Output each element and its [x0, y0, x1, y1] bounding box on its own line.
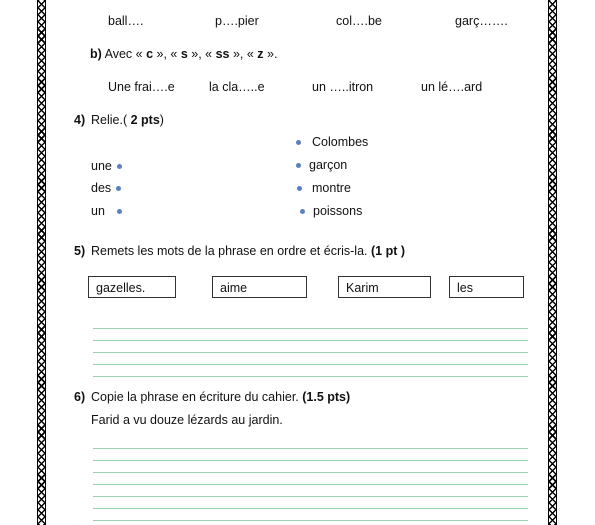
- match-dot-left-1[interactable]: [117, 164, 122, 169]
- fill-word-1: ball….: [108, 14, 144, 28]
- q5-number: 5): [74, 244, 86, 258]
- match-right-1: Colombes: [312, 135, 369, 149]
- match-dot-right-4[interactable]: [300, 209, 305, 214]
- writing-line[interactable]: [93, 508, 528, 509]
- word-box-4: les: [449, 276, 524, 298]
- q4-text: Relie.(: [91, 113, 131, 127]
- match-right-4: poissons: [313, 204, 363, 218]
- writing-line[interactable]: [93, 460, 528, 461]
- q5-text: Remets les mots de la phrase en ordre et écris-la.: [91, 244, 371, 258]
- sep: », «: [187, 47, 216, 61]
- writing-line[interactable]: [93, 364, 528, 365]
- writing-line[interactable]: [93, 340, 528, 341]
- fill-word-2: p….pier: [215, 14, 259, 28]
- sep: ».: [263, 47, 278, 61]
- q4-close: ): [159, 113, 164, 127]
- word-box-2: aime: [212, 276, 307, 298]
- q6-sentence: Farid a vu douze lézards au jardin.: [91, 413, 283, 427]
- writing-line[interactable]: [93, 328, 528, 329]
- match-dot-right-3[interactable]: [297, 186, 302, 191]
- letter-ss: ss: [215, 47, 230, 61]
- match-left-3: un: [91, 204, 105, 218]
- writing-line[interactable]: [93, 376, 528, 377]
- q6-instruction: [91, 390, 350, 404]
- part-b-instruction: [90, 47, 277, 61]
- q5-points: (1 pt ): [370, 244, 406, 258]
- q4-number: 4): [74, 113, 86, 127]
- writing-line[interactable]: [93, 352, 528, 353]
- word-box-1: gazelles.: [88, 276, 176, 298]
- fill-word-6: la cla…..e: [209, 80, 265, 94]
- match-dot-left-3[interactable]: [117, 209, 122, 214]
- left-decorative-border: [37, 0, 46, 525]
- q6-number: 6): [74, 390, 86, 404]
- letter-z: z: [257, 47, 264, 61]
- fill-word-4: garç…….: [455, 14, 508, 28]
- match-left-2: des: [91, 181, 112, 195]
- match-dot-right-1[interactable]: [296, 140, 301, 145]
- match-dot-right-2[interactable]: [296, 163, 301, 168]
- part-b-text: Avec «: [104, 47, 147, 61]
- part-b-label: b): [90, 47, 102, 61]
- q6-points: (1.5 pts): [302, 390, 351, 404]
- match-left-1: une: [91, 159, 112, 173]
- match-right-2: garçon: [309, 158, 348, 172]
- q4-instruction: [91, 113, 164, 127]
- match-right-3: montre: [312, 181, 351, 195]
- letter-c: c: [146, 47, 154, 61]
- letter-s: s: [180, 47, 188, 61]
- q5-instruction: [91, 244, 405, 258]
- fill-word-8: un lé….ard: [421, 80, 483, 94]
- match-dot-left-2[interactable]: [116, 186, 121, 191]
- writing-line[interactable]: [93, 496, 528, 497]
- writing-line[interactable]: [93, 448, 528, 449]
- sep: », «: [229, 47, 258, 61]
- word-box-3: Karim: [338, 276, 431, 298]
- q6-text: Copie la phrase en écriture du cahier.: [91, 390, 303, 404]
- sep: », «: [153, 47, 181, 61]
- writing-line[interactable]: [93, 484, 528, 485]
- fill-word-3: col….be: [336, 14, 382, 28]
- fill-word-7: un …..itron: [312, 80, 374, 94]
- q4-points: 2 pts: [130, 113, 160, 127]
- writing-line[interactable]: [93, 520, 528, 521]
- right-decorative-border: [548, 0, 557, 525]
- fill-word-5: Une frai….e: [108, 80, 175, 94]
- writing-line[interactable]: [93, 472, 528, 473]
